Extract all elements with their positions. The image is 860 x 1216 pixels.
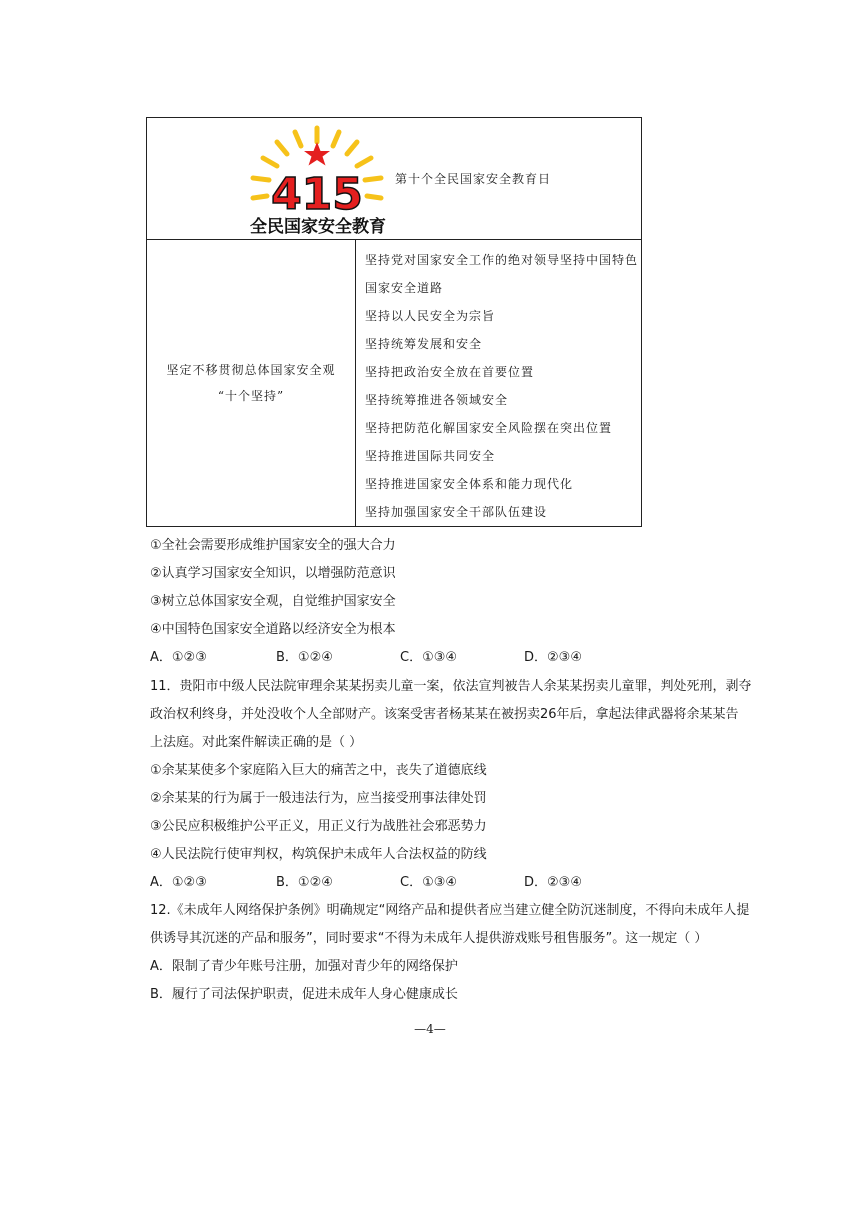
table-header-text: 第十个全民国家安全教育日 [395, 172, 552, 186]
column-divider [355, 240, 356, 526]
q10-statement-4: ④中国特色国家安全道路以经济安全为根本 [150, 622, 396, 637]
red-star-icon [304, 142, 330, 166]
option-b[interactable]: B．①②④ [276, 650, 333, 665]
q10-statement-2: ②认真学习国家安全知识，以增强防范意识 [150, 566, 396, 581]
q12-stem-line-2: 供诱导其沉迷的产品和服务”，同时要求“不得为未成年人提供游戏账号租售服务”。这一规定（ ） [150, 931, 708, 946]
q11-stem-line-1: 11．贵阳市中级人民法院审理余某某拐卖儿童一案，依法宣判被告人余某某拐卖儿童罪，判处死刑，剥夺 [150, 679, 752, 694]
q11-statement-3: ③公民应积极维护公平正义，用正义行为战胜社会邪恶势力 [150, 819, 487, 834]
table-left-cell [147, 240, 355, 526]
q10-statement-3: ③树立总体国家安全观，自觉维护国家安全 [150, 594, 396, 609]
option-c[interactable]: C．①③④ [400, 875, 458, 890]
right-cell-line: 坚持统筹发展和安全 [365, 337, 483, 351]
table-right-cell [365, 246, 637, 526]
q12-stem-line-1: 12.《未成年人网络保护条例》明确规定“网络产品和提供者应当建立健全防沉迷制度，不得向未成年人提 [150, 903, 750, 918]
right-cell-line: 坚持以人民安全为宗旨 [365, 309, 496, 323]
option-b[interactable]: B．①②④ [276, 875, 333, 890]
q11-stem-line-3: 上法庭。对此案件解读正确的是（ ） [150, 735, 363, 750]
q11-statement-1: ①余某某使多个家庭陷入巨大的痛苦之中，丧失了道德底线 [150, 763, 487, 778]
table-header-row [147, 118, 641, 240]
left-cell-line1: 坚定不移贯彻总体国家安全观 [166, 363, 336, 377]
page-number: —4— [414, 1022, 446, 1036]
logo-number: 415 [271, 169, 363, 220]
option-a[interactable]: A．①②③ [150, 875, 207, 890]
q11-options [150, 871, 710, 891]
q12-option-b[interactable]: B．履行了司法保护职责，促进未成年人身心健康成长 [150, 987, 458, 1002]
info-table [146, 117, 642, 527]
logo-caption: 全民国家安全教育 [250, 217, 386, 237]
right-cell-line: 坚持党对国家安全工作的绝对领导坚持中国特色 [365, 253, 639, 267]
option-d[interactable]: D．②③④ [524, 875, 582, 890]
right-cell-line: 坚持推进国家安全体系和能力现代化 [365, 477, 574, 491]
option-a[interactable]: A．①②③ [150, 650, 207, 665]
left-cell-line2: “十个坚持” [217, 389, 285, 403]
right-cell-line: 坚持加强国家安全干部队伍建设 [365, 505, 548, 519]
q11-stem-line-2: 政治权利终身，并处没收个人全部财产。该案受害者杨某某在被拐卖26年后，拿起法律武器将余某某告 [150, 707, 739, 722]
right-cell-line: 坚持推进国际共同安全 [365, 449, 496, 463]
q10-options [150, 646, 710, 666]
right-cell-line: 国家安全道路 [365, 281, 444, 295]
q10-statement-1: ①全社会需要形成维护国家安全的强大合力 [150, 538, 396, 553]
q11-statement-4: ④人民法院行使审判权，构筑保护未成年人合法权益的防线 [150, 847, 487, 862]
q11-statement-2: ②余某某的行为属于一般违法行为，应当接受刑事法律处罚 [150, 791, 487, 806]
right-cell-line: 坚持把政治安全放在首要位置 [365, 365, 535, 379]
right-cell-line: 坚持统筹推进各领域安全 [365, 393, 509, 407]
option-d[interactable]: D．②③④ [524, 650, 582, 665]
right-cell-line: 坚持把防范化解国家安全风险摆在突出位置 [365, 421, 613, 435]
option-c[interactable]: C．①③④ [400, 650, 458, 665]
q12-option-a[interactable]: A．限制了青少年账号注册，加强对青少年的网络保护 [150, 959, 458, 974]
